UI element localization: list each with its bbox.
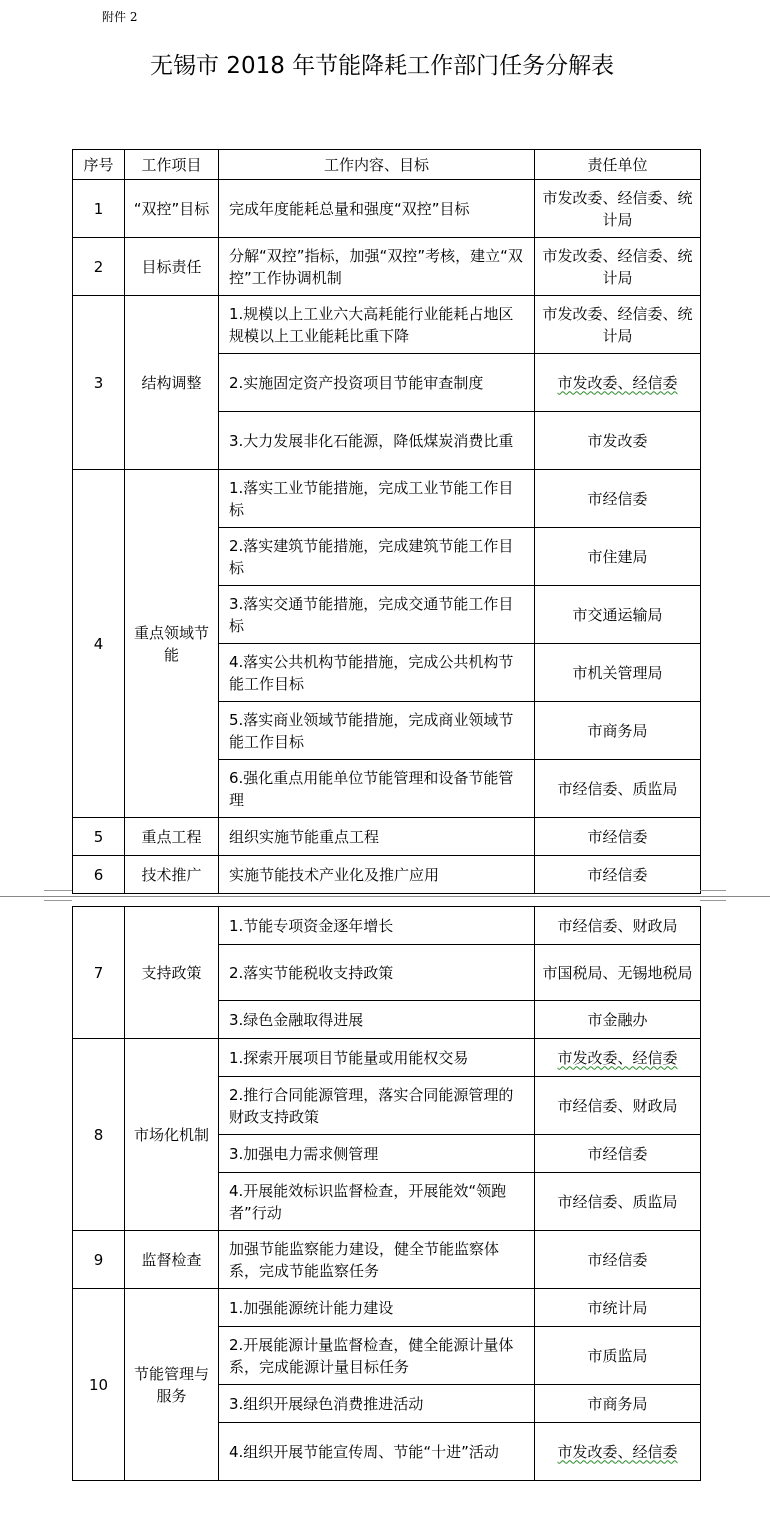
table-header-row	[73, 150, 701, 180]
row-item: 重点工程	[125, 818, 219, 856]
row-unit: 市交通运输局	[535, 586, 701, 644]
row-unit: 市商务局	[535, 1385, 701, 1423]
col-header-item: 工作项目	[125, 150, 219, 180]
row-content: 3.加强电力需求侧管理	[219, 1135, 535, 1173]
attachment-label: 附件 2	[102, 10, 138, 24]
row-content: 4.落实公共机构节能措施，完成公共机构节能工作目标	[219, 644, 535, 702]
row-unit: 市发改委	[535, 412, 701, 470]
row-unit: 市经信委	[535, 1135, 701, 1173]
row-content: 5.落实商业领域节能措施，完成商业领域节能工作目标	[219, 702, 535, 760]
row-content: 2.实施固定资产投资项目节能审查制度	[219, 354, 535, 412]
row-item: 支持政策	[125, 907, 219, 1039]
row-unit: 市发改委、经信委、统计局	[535, 238, 701, 296]
row-item: “双控”目标	[125, 180, 219, 238]
row-unit: 市机关管理局	[535, 644, 701, 702]
row-content: 加强节能监察能力建设，健全节能监察体系，完成节能监察任务	[219, 1231, 535, 1289]
task-table-page2	[72, 906, 701, 1481]
row-no: 4	[73, 470, 125, 818]
row-no: 10	[73, 1289, 125, 1481]
row-no: 6	[73, 856, 125, 894]
row-no: 9	[73, 1231, 125, 1289]
row-item: 技术推广	[125, 856, 219, 894]
row-no: 5	[73, 818, 125, 856]
row-content: 1.探索开展项目节能量或用能权交易	[219, 1039, 535, 1077]
table-row	[73, 856, 701, 894]
page-break-marks	[0, 890, 770, 902]
row-unit: 市经信委、质监局	[535, 760, 701, 818]
row-unit-text: 市发改委、经信委	[557, 373, 678, 392]
row-unit: 市经信委、质监局	[535, 1173, 701, 1231]
row-content: 1.落实工业节能措施，完成工业节能工作目标	[219, 470, 535, 528]
row-unit: 市住建局	[535, 528, 701, 586]
row-no: 7	[73, 907, 125, 1039]
row-no: 8	[73, 1039, 125, 1231]
row-no: 1	[73, 180, 125, 238]
row-unit	[535, 1423, 701, 1481]
row-content: 2.落实建筑节能措施，完成建筑节能工作目标	[219, 528, 535, 586]
row-content: 分解“双控”指标，加强“双控”考核，建立“双控”工作协调机制	[219, 238, 535, 296]
row-content: 组织实施节能重点工程	[219, 818, 535, 856]
table-row	[73, 1289, 701, 1327]
row-unit: 市经信委	[535, 856, 701, 894]
col-header-unit: 责任单位	[535, 150, 701, 180]
row-unit: 市商务局	[535, 702, 701, 760]
row-unit: 市经信委	[535, 1231, 701, 1289]
row-content: 完成年度能耗总量和强度“双控”目标	[219, 180, 535, 238]
row-item: 节能管理与服务	[125, 1289, 219, 1481]
row-item: 目标责任	[125, 238, 219, 296]
row-content: 4.开展能效标识监督检查，开展能效“领跑者”行动	[219, 1173, 535, 1231]
row-content: 3.落实交通节能措施，完成交通节能工作目标	[219, 586, 535, 644]
row-item: 结构调整	[125, 296, 219, 470]
row-content: 1.节能专项资金逐年增长	[219, 907, 535, 945]
row-item: 监督检查	[125, 1231, 219, 1289]
row-no: 2	[73, 238, 125, 296]
table-row	[73, 238, 701, 296]
row-unit	[535, 354, 701, 412]
row-unit: 市经信委	[535, 818, 701, 856]
row-unit: 市经信委、财政局	[535, 907, 701, 945]
row-unit-text: 市发改委、经信委	[557, 1048, 678, 1067]
table-row	[73, 470, 701, 528]
row-unit	[535, 1039, 701, 1077]
row-unit: 市发改委、经信委、统计局	[535, 180, 701, 238]
document-title: 无锡市 2018 年节能降耗工作部门任务分解表	[150, 53, 615, 79]
row-item: 市场化机制	[125, 1039, 219, 1231]
table-row	[73, 1231, 701, 1289]
table-row	[73, 907, 701, 945]
table-row	[73, 1039, 701, 1077]
row-content: 3.大力发展非化石能源，降低煤炭消费比重	[219, 412, 535, 470]
row-content: 3.绿色金融取得进展	[219, 1001, 535, 1039]
task-table-page1	[72, 149, 701, 894]
row-unit: 市金融办	[535, 1001, 701, 1039]
row-content: 2.开展能源计量监督检查，健全能源计量体系，完成能源计量目标任务	[219, 1327, 535, 1385]
row-content: 3.组织开展绿色消费推进活动	[219, 1385, 535, 1423]
row-content: 实施节能技术产业化及推广应用	[219, 856, 535, 894]
row-unit: 市质监局	[535, 1327, 701, 1385]
row-no: 3	[73, 296, 125, 470]
col-header-no: 序号	[73, 150, 125, 180]
row-content: 1.加强能源统计能力建设	[219, 1289, 535, 1327]
row-unit: 市国税局、无锡地税局	[535, 945, 701, 1001]
row-unit-text: 市发改委、经信委	[557, 1442, 678, 1461]
row-content: 2.推行合同能源管理，落实合同能源管理的财政支持政策	[219, 1077, 535, 1135]
row-unit: 市经信委、财政局	[535, 1077, 701, 1135]
row-unit: 市统计局	[535, 1289, 701, 1327]
row-unit: 市发改委、经信委、统计局	[535, 296, 701, 354]
row-content: 2.落实节能税收支持政策	[219, 945, 535, 1001]
row-unit: 市经信委	[535, 470, 701, 528]
col-header-content: 工作内容、目标	[219, 150, 535, 180]
table-row	[73, 296, 701, 354]
row-content: 6.强化重点用能单位节能管理和设备节能管理	[219, 760, 535, 818]
table-row	[73, 180, 701, 238]
row-content: 1.规模以上工业六大高耗能行业能耗占地区规模以上工业能耗比重下降	[219, 296, 535, 354]
table-row	[73, 818, 701, 856]
row-content: 4.组织开展节能宣传周、节能“十进”活动	[219, 1423, 535, 1481]
row-item: 重点领域节能	[125, 470, 219, 818]
